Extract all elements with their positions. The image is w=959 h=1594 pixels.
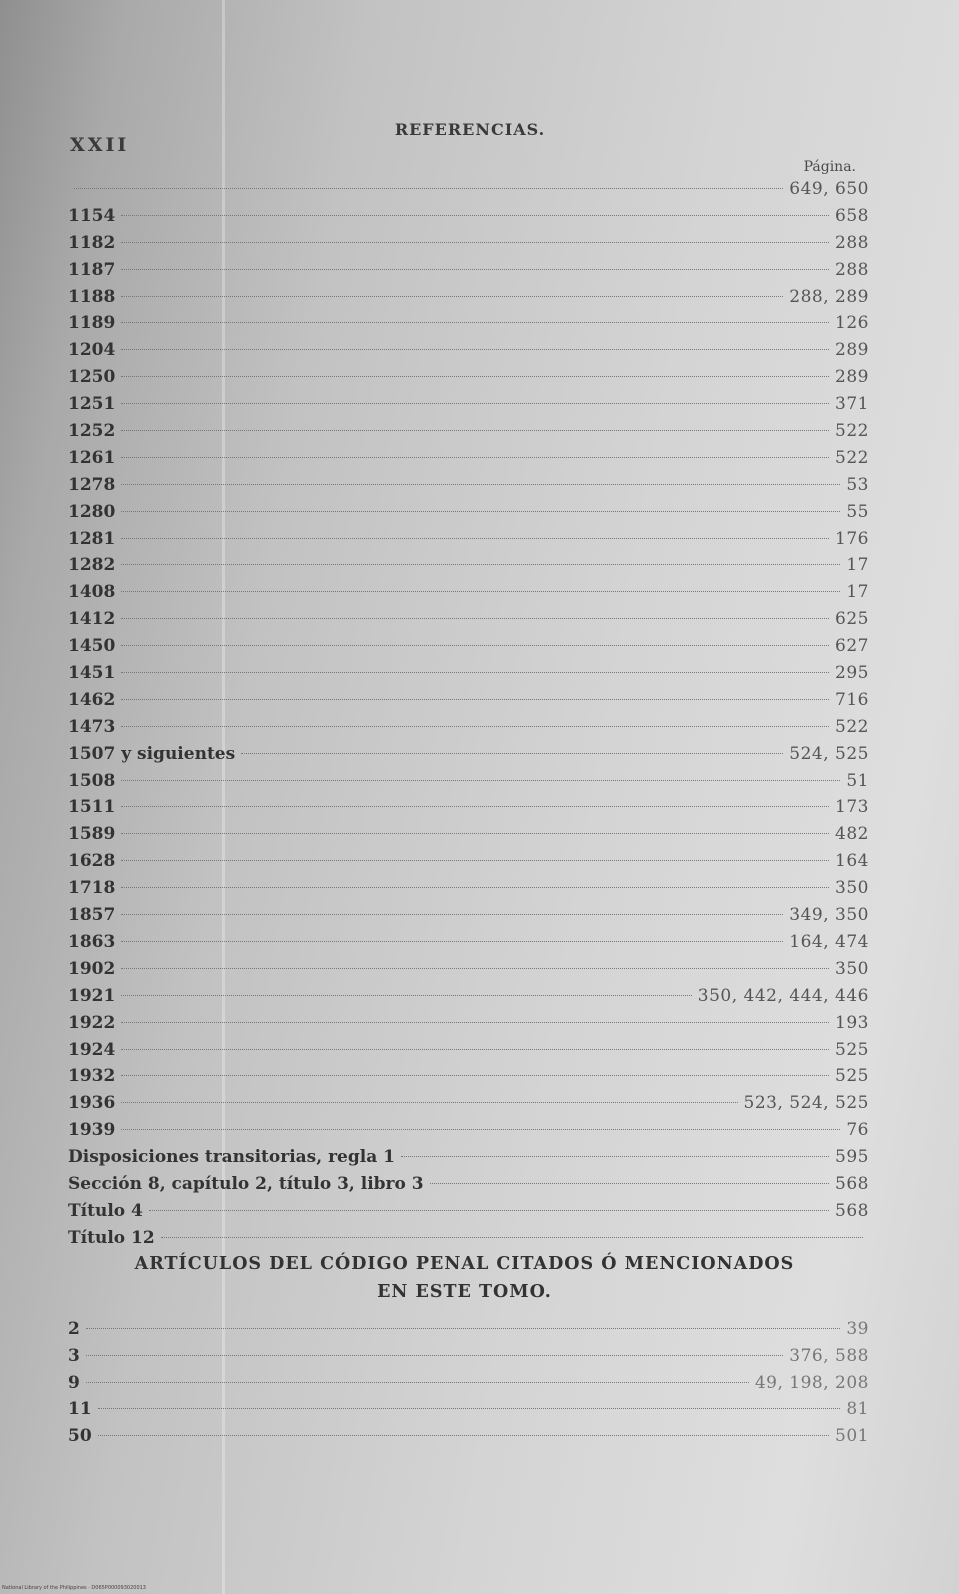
entry-label: 50	[68, 1426, 92, 1447]
entry-label: 1921	[68, 985, 116, 1006]
dot-leader	[121, 484, 840, 485]
entry-pages: 288	[835, 232, 869, 253]
dot-leader	[121, 806, 829, 807]
entry-label: 1451	[68, 663, 116, 684]
list-item	[68, 1010, 869, 1037]
dot-leader	[121, 457, 829, 458]
entry-label: 1718	[68, 878, 116, 899]
list-item	[68, 741, 869, 768]
list-item	[68, 391, 869, 418]
list-item	[68, 1171, 869, 1198]
list-item	[68, 257, 869, 284]
entry-label: 1628	[68, 851, 116, 872]
dot-leader	[121, 1075, 829, 1076]
entry-label: Título 12	[68, 1227, 155, 1248]
entry-pages: 716	[835, 689, 869, 710]
entry-label: 1281	[68, 528, 116, 549]
entry-label: 1261	[68, 447, 116, 468]
list-item	[68, 714, 869, 741]
list-item	[68, 445, 869, 472]
entry-label: 1511	[68, 797, 116, 818]
entry-pages: 524, 525	[789, 743, 869, 764]
entry-pages: 295	[835, 663, 869, 684]
list-item	[68, 310, 869, 337]
entry-pages: 501	[835, 1426, 869, 1447]
entry-pages: 164, 474	[789, 931, 869, 952]
dot-leader	[121, 1102, 737, 1103]
entry-pages: 568	[835, 1200, 869, 1221]
column-label-pagina: Página.	[803, 159, 856, 175]
list-item	[68, 418, 869, 445]
entry-pages: 522	[835, 421, 869, 442]
references-list	[68, 176, 869, 1252]
section-title-line-2: EN ESTE TOMO.	[377, 1282, 552, 1302]
entry-pages: 126	[835, 313, 869, 334]
entry-pages: 49, 198, 208	[754, 1372, 869, 1393]
list-item	[68, 526, 869, 553]
entry-label: Sección 8, capítulo 2, título 3, libro 3	[68, 1173, 424, 1194]
dot-leader	[121, 941, 783, 942]
entry-pages: 649, 650	[789, 179, 869, 199]
entry-pages: 289	[835, 367, 869, 388]
list-item	[68, 1144, 869, 1171]
list-item	[68, 821, 869, 848]
entry-pages: 39	[846, 1319, 869, 1339]
list-item	[68, 284, 869, 311]
dot-leader	[86, 1382, 749, 1383]
entry-label: Título 4	[68, 1200, 143, 1221]
dot-leader	[98, 1435, 829, 1436]
entry-pages: 627	[835, 636, 869, 657]
entry-label: 1251	[68, 394, 116, 415]
entry-label: 1187	[68, 259, 116, 280]
entry-pages: 525	[835, 1066, 869, 1087]
entry-pages: 568	[835, 1173, 869, 1194]
entry-pages: 76	[846, 1120, 869, 1141]
dot-leader	[121, 376, 829, 377]
entry-label: 11	[68, 1399, 92, 1420]
dot-leader	[121, 322, 829, 323]
dot-leader	[121, 591, 840, 592]
list-item	[68, 579, 869, 606]
entry-pages: 17	[846, 582, 869, 603]
list-item	[68, 1198, 869, 1225]
entry-label: 1922	[68, 1012, 116, 1033]
entry-label: 1508	[68, 770, 116, 791]
list-item	[68, 1117, 869, 1144]
dot-leader	[121, 1129, 840, 1130]
dot-leader	[121, 914, 783, 915]
dot-leader	[74, 188, 783, 189]
list-item	[68, 848, 869, 875]
list-item	[68, 1316, 869, 1343]
list-item	[68, 1423, 869, 1450]
entry-pages: 376, 588	[789, 1345, 869, 1366]
dot-leader	[149, 1210, 829, 1211]
entry-label: 1204	[68, 340, 116, 361]
dot-leader	[121, 860, 829, 861]
dot-leader	[121, 618, 829, 619]
entry-label: 1450	[68, 636, 116, 657]
entry-pages: 164	[835, 851, 869, 872]
list-item	[68, 902, 869, 929]
list-item	[68, 1063, 869, 1090]
page-number: XXII	[70, 134, 130, 156]
dot-leader	[121, 833, 829, 834]
entry-pages: 176	[835, 528, 869, 549]
entry-label: 1408	[68, 582, 116, 603]
list-item	[68, 633, 869, 660]
dot-leader	[161, 1237, 863, 1238]
dot-leader	[121, 430, 829, 431]
list-item	[68, 1225, 869, 1252]
entry-pages: 523, 524, 525	[743, 1093, 869, 1114]
entry-pages: 17	[846, 555, 869, 576]
entry-label: 1252	[68, 421, 116, 442]
entry-pages: 288, 289	[789, 286, 869, 307]
list-item	[68, 472, 869, 499]
entry-pages: 55	[846, 501, 869, 522]
entry-pages: 482	[835, 824, 869, 845]
entry-label: 3	[68, 1345, 80, 1366]
list-item	[68, 768, 869, 795]
entry-label: 1924	[68, 1039, 116, 1060]
entry-label: 1280	[68, 501, 116, 522]
entry-label: 2	[68, 1319, 80, 1339]
entry-pages: 525	[835, 1039, 869, 1060]
entry-pages: 288	[835, 259, 869, 280]
list-item	[68, 606, 869, 633]
page-header: REFERENCIAS.	[394, 120, 546, 139]
dot-leader	[121, 726, 829, 727]
dot-leader	[121, 780, 840, 781]
section-title	[120, 1250, 809, 1306]
entry-label: 1462	[68, 689, 116, 710]
entry-pages: 349, 350	[789, 905, 869, 926]
dot-leader	[121, 699, 829, 700]
entry-label: 1857	[68, 905, 116, 926]
list-item	[68, 499, 869, 526]
dot-leader	[121, 995, 691, 996]
entry-label: 1939	[68, 1120, 116, 1141]
entry-label: 1589	[68, 824, 116, 845]
entry-pages: 53	[846, 474, 869, 495]
list-item	[68, 364, 869, 391]
section-title-line-1: ARTÍCULOS DEL CÓDIGO PENAL CITADOS Ó MENCIONADOS	[134, 1254, 795, 1274]
entry-pages: 289	[835, 340, 869, 361]
entry-label: 1188	[68, 286, 116, 307]
entry-label: 1863	[68, 931, 116, 952]
entry-label: 1250	[68, 367, 116, 388]
entry-label: 9	[68, 1372, 80, 1393]
penal-articles-list	[68, 1316, 869, 1450]
footer-scan-credit: National Library of the Philippines · D065P000093020013	[2, 1585, 146, 1591]
dot-leader	[121, 242, 829, 243]
entry-pages: 625	[835, 609, 869, 630]
entry-pages: 193	[835, 1012, 869, 1033]
dot-leader	[121, 538, 829, 539]
dot-leader	[86, 1355, 783, 1356]
entry-pages: 350	[835, 878, 869, 899]
dot-leader	[121, 403, 829, 404]
dot-leader	[121, 645, 829, 646]
dot-leader	[121, 1049, 829, 1050]
dot-leader	[121, 564, 840, 565]
list-item	[68, 203, 869, 230]
entry-label: 1473	[68, 716, 116, 737]
list-item	[68, 983, 869, 1010]
dot-leader	[121, 1022, 829, 1023]
entry-pages: 595	[835, 1147, 869, 1168]
entry-label: 1278	[68, 474, 116, 495]
entry-label: 1932	[68, 1066, 116, 1087]
list-item	[68, 1090, 869, 1117]
list-item	[68, 1343, 869, 1370]
entry-label: Disposiciones transitorias, regla 1	[68, 1147, 395, 1168]
entry-pages: 81	[846, 1399, 869, 1420]
list-item	[68, 660, 869, 687]
dot-leader	[86, 1328, 841, 1329]
entry-pages: 658	[835, 205, 869, 226]
list-item	[68, 1037, 869, 1064]
list-item	[68, 956, 869, 983]
dot-leader	[98, 1408, 841, 1409]
entry-pages: 51	[846, 770, 869, 791]
entry-label: 1936	[68, 1093, 116, 1114]
dot-leader	[430, 1183, 829, 1184]
dot-leader	[121, 968, 829, 969]
list-item	[68, 176, 869, 203]
entry-label: 1189	[68, 313, 116, 334]
dot-leader	[121, 887, 829, 888]
dot-leader	[241, 753, 783, 754]
list-item	[68, 794, 869, 821]
list-item	[68, 929, 869, 956]
dot-leader	[401, 1156, 829, 1157]
list-item	[68, 1396, 869, 1423]
entry-pages: 350	[835, 958, 869, 979]
list-item	[68, 687, 869, 714]
list-item	[68, 875, 869, 902]
entry-pages: 371	[835, 394, 869, 415]
list-item	[68, 552, 869, 579]
entry-label: 1507 y siguientes	[68, 743, 236, 764]
dot-leader	[121, 269, 829, 270]
dot-leader	[121, 296, 783, 297]
entry-pages: 350, 442, 444, 446	[697, 985, 869, 1006]
entry-pages: 522	[835, 716, 869, 737]
entry-label: 1902	[68, 958, 116, 979]
dot-leader	[121, 511, 840, 512]
entry-label: 1412	[68, 609, 116, 630]
dot-leader	[121, 672, 829, 673]
entry-label: 1154	[68, 205, 116, 226]
list-item	[68, 230, 869, 257]
entry-pages: 522	[835, 447, 869, 468]
entry-pages: 173	[835, 797, 869, 818]
dot-leader	[121, 215, 829, 216]
entry-label: 1182	[68, 232, 116, 253]
list-item	[68, 1370, 869, 1397]
list-item	[68, 337, 869, 364]
entry-label: 1282	[68, 555, 116, 576]
dot-leader	[121, 349, 829, 350]
